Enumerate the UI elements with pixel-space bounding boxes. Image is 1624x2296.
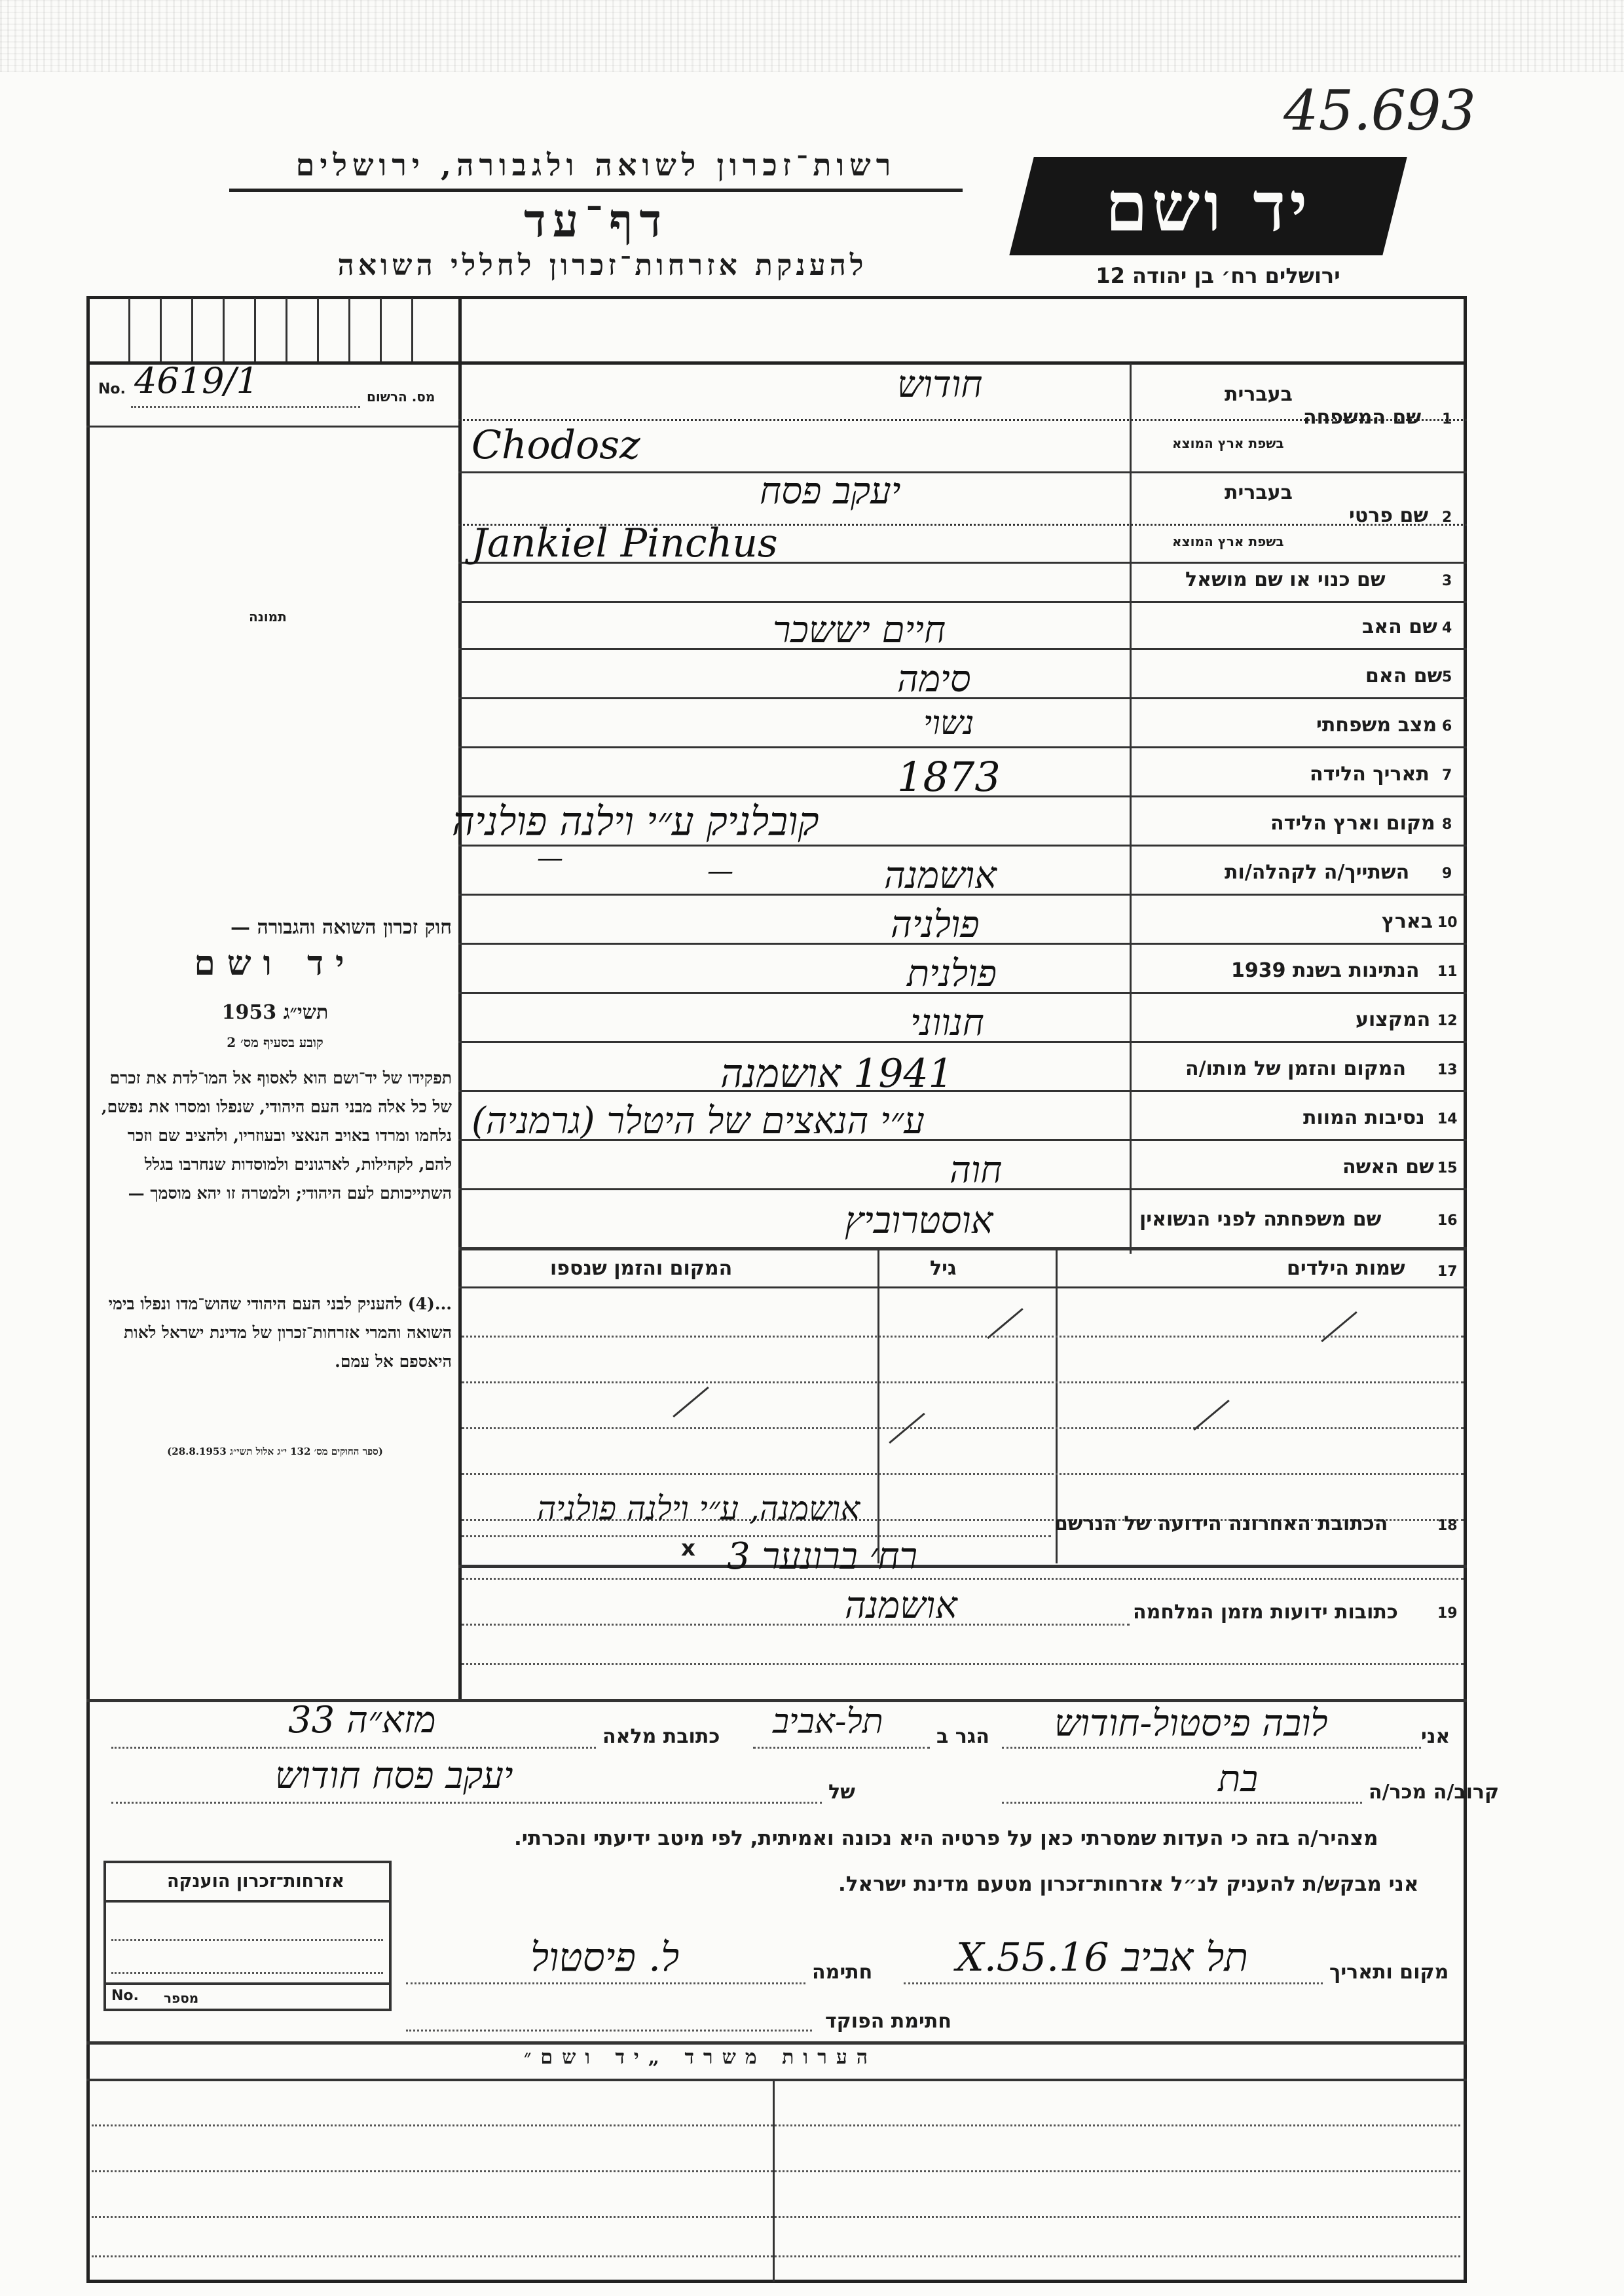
authority-underline xyxy=(229,189,963,192)
row-4-label: שם האב xyxy=(1362,615,1437,638)
cell-divider xyxy=(286,298,287,361)
row-6-number: 6 xyxy=(1442,718,1452,735)
row-11-label: הנתינות בשנת 1939 xyxy=(1231,959,1420,982)
registration-prefix: No. xyxy=(98,381,126,397)
wartime-address-line xyxy=(462,1663,1464,1665)
row-5-number: 5 xyxy=(1442,669,1452,685)
row-10-label: בארץ xyxy=(1382,910,1433,933)
first-name-hebrew: יעקב פסח xyxy=(760,470,901,513)
row-1-bottom xyxy=(458,471,1467,473)
cell-divider xyxy=(380,298,382,361)
declarant-name: לובה פיסטול-חודוש xyxy=(1054,1702,1328,1745)
cell-divider xyxy=(128,298,130,361)
row-1-sub-origin: בשפת ארץ המוצא xyxy=(1172,435,1284,451)
remarks-line xyxy=(92,2124,1460,2126)
stamp-line xyxy=(111,1939,383,1941)
row-1-sub-hebrew: בעברית xyxy=(1225,383,1293,406)
remarks-title: הערות משרד „יד ושם״ xyxy=(524,2046,877,2069)
death-place-time: 1941 אושמנה xyxy=(720,1051,953,1097)
row-2-label: שם פרטי xyxy=(1349,504,1429,527)
community: אושמנה xyxy=(884,854,997,897)
stamp-number-prefix: No. xyxy=(111,1988,139,2004)
remarks-line xyxy=(92,2255,1460,2257)
birth-date: 1873 xyxy=(897,753,1001,801)
cell-divider xyxy=(254,298,256,361)
row-6-bottom xyxy=(458,746,1467,748)
row-7-number: 7 xyxy=(1442,767,1452,784)
form-subtitle: להענקת אזרחות־זכרון לחללי השואה xyxy=(337,249,868,282)
children-header-line xyxy=(458,1286,1467,1288)
row-3-label: שם כנוי או שם מושאל xyxy=(1185,568,1386,591)
declarant-city: תל-אביב xyxy=(773,1702,883,1741)
stamp-number-line xyxy=(103,1982,392,1985)
declarant-address-label: כתובת מלאה xyxy=(602,1725,720,1748)
wife-maiden-name: אוסטרוביץ xyxy=(845,1199,993,1242)
authority-header: רשות־זכרון לשואה ולגבורה, ירושלים xyxy=(295,147,896,183)
citizenship-1939: פולנית xyxy=(907,953,997,995)
scan-noise xyxy=(0,0,1624,72)
relation-of-name: יעקב פסח חודוש xyxy=(275,1755,513,1797)
row-13-label: המקום והזמן של מותו/ה xyxy=(1185,1057,1407,1080)
wartime-address: אושמנה xyxy=(845,1584,957,1627)
declarant-ani: אני xyxy=(1421,1725,1450,1748)
declaration-line-1: מצהיר/ה בזה כי העדות שמסרתי כאן על פרטיה היא נכונה ואמיתית, לפי מיטב ידיעתי והכרתי. xyxy=(514,1827,1378,1850)
cell-divider xyxy=(317,298,319,361)
officer-signature-line xyxy=(406,2030,812,2032)
row-1-label: שם המשפחה xyxy=(1303,406,1422,429)
relation-line xyxy=(1002,1802,1362,1804)
surname-latin: Chodosz xyxy=(471,422,640,468)
logo-address: ירושלים רח׳ בן יהודה 12 xyxy=(1096,263,1340,288)
row-9-dash-2: — xyxy=(707,856,733,886)
row-16-label: שם משפחתה לפני הנשואין xyxy=(1139,1208,1382,1231)
signature-line xyxy=(406,1982,805,1984)
stamp-title: אזרחות־זכרון הוענקה xyxy=(167,1871,344,1891)
law-text-1: תפקידו של יד־ושם הוא לאסוף אל המו־לדת את זכרם של כל אלה מבני העם היהודי, שנפלו ומסרו את נפשם, נלחמו ומרדו באויב הנאצי ובעוזריו, ולהציב שם וזכר להם, לקהילות, לארגונים ולמוסדות שנחרבו בגלל השתייכותם לעם היהודי; ולמטרה זו יהא מוסמך — xyxy=(101,1068,452,1203)
remarks-divider xyxy=(773,2079,775,2282)
photo-label: תמונה xyxy=(249,609,287,625)
row-7-label: תאריך הלידה xyxy=(1310,763,1430,786)
registration-number: 4619/1 xyxy=(134,360,259,401)
row-3-number: 3 xyxy=(1442,573,1452,589)
declarant-address: מזא״ה 33 xyxy=(288,1699,436,1741)
children-col-divider xyxy=(877,1249,879,1563)
row-15-label: שם האשה xyxy=(1342,1156,1434,1178)
row-1-number: 1 xyxy=(1442,411,1452,428)
row-13-number: 13 xyxy=(1437,1062,1458,1078)
children-row-line xyxy=(462,1473,1464,1475)
law-source: (ספר החוקים מס׳ 132 י״ג אלול תשי״ג 28.8.1953) xyxy=(167,1446,383,1457)
row-19-label: כתובות ידועות מזמן המלחמה xyxy=(1133,1601,1398,1624)
row-9-label: השתייך/ה לקהלה/ות xyxy=(1225,861,1410,884)
birth-place: קובלניק ע״י וילנה פולניה xyxy=(452,799,819,845)
children-row-line xyxy=(462,1381,1464,1383)
stamp-title-line xyxy=(103,1900,392,1903)
mother-name: סימה xyxy=(897,658,971,701)
wartime-address-line xyxy=(462,1624,1130,1626)
cell-divider xyxy=(160,298,162,361)
declarant-name-line xyxy=(1002,1747,1421,1749)
row-2-sub-hebrew: בעברית xyxy=(1225,481,1293,504)
registration-line xyxy=(131,406,360,408)
marital-status: נשוי xyxy=(923,704,974,742)
row-14-number: 14 xyxy=(1437,1111,1458,1127)
row-8-label: מקום וארץ הלידה xyxy=(1270,812,1435,835)
remarks-line xyxy=(92,2216,1460,2218)
cell-divider xyxy=(191,298,193,361)
law-title: חוק זכרון השואה והגבורה — xyxy=(231,916,452,939)
remarks-title-line xyxy=(86,2079,1467,2081)
children-age-header: גיל xyxy=(930,1257,957,1280)
relation-value: בת xyxy=(1218,1758,1259,1800)
children-names-header: שמות הילדים xyxy=(1287,1257,1405,1280)
stamp-line xyxy=(111,1972,383,1974)
cell-divider xyxy=(411,298,413,361)
last-address-line-2: רח׳ ברונער 3 xyxy=(727,1535,918,1578)
wife-name: חוה xyxy=(950,1149,1003,1192)
row-4-number: 4 xyxy=(1442,620,1452,636)
cell-divider xyxy=(348,298,350,361)
death-circumstances: ע״י הנאצים של היטלר (גרמניה) xyxy=(471,1100,925,1142)
law-text-2: ...(4) להעניק לבני העם היהודי שהוש־מדו ונפלו בימי השואה והמרי אזרחות־זכרון של מדינת ישראל לאות היאספם אל עמם. xyxy=(108,1294,452,1371)
row-17-number: 17 xyxy=(1437,1264,1458,1280)
officer-signature-label: חתימת הפוקד xyxy=(825,2010,951,2033)
row-9-number: 9 xyxy=(1442,866,1452,882)
country: פולניה xyxy=(891,903,980,946)
law-year: תשי״ג 1953 xyxy=(221,1001,329,1024)
row-11-number: 11 xyxy=(1437,964,1458,980)
row-9-dash: — xyxy=(537,843,563,873)
declaration-line-2: אני מבקש/ת להעניק לנ״ל אזרחות־זכרון מטעם מדינת ישראל. xyxy=(838,1872,1419,1896)
first-name-latin: Jankiel Pinchus xyxy=(471,520,778,566)
place-date-line xyxy=(904,1982,1323,1984)
insertion-mark: x xyxy=(681,1535,695,1561)
relation-of-line xyxy=(111,1802,822,1804)
row-15-number: 15 xyxy=(1437,1160,1458,1176)
row-18-label: הכתובת האחרונה הידועה של הנרשם xyxy=(1054,1512,1388,1535)
row-12-number: 12 xyxy=(1437,1013,1458,1029)
row-16-bottom xyxy=(458,1247,1467,1250)
surname-hebrew: חודוש xyxy=(897,363,983,406)
declarant-resides-label: הגר ב xyxy=(936,1725,989,1748)
row-4-bottom xyxy=(458,648,1467,650)
signature-label: חתימה xyxy=(812,1961,873,1984)
declarant-address-line xyxy=(111,1747,596,1749)
row-19-number: 19 xyxy=(1437,1605,1458,1622)
top-strip-line xyxy=(86,361,1467,365)
remarks-top xyxy=(86,2041,1467,2045)
row-10-number: 10 xyxy=(1437,915,1458,931)
last-address-line xyxy=(462,1578,1464,1580)
place-date-label: מקום ותאריך xyxy=(1329,1961,1449,1984)
row-5-label: שם האם xyxy=(1365,665,1443,687)
row-13-bottom xyxy=(458,1090,1467,1092)
row-14-label: נסיבות המוות xyxy=(1303,1106,1425,1129)
registration-underline xyxy=(86,426,458,428)
father-name: חיים יששכר xyxy=(773,609,946,651)
stamp-number-label: מספר xyxy=(164,1990,199,2006)
row-3-bottom xyxy=(458,601,1467,603)
law-clause: קובע בסעיף מס׳ 2 xyxy=(227,1034,323,1050)
row-12-label: המקצוע xyxy=(1356,1008,1431,1031)
profession: חנווני xyxy=(910,1002,984,1044)
cell-divider xyxy=(223,298,225,361)
relation-of-label: של xyxy=(828,1781,855,1804)
children-bottom xyxy=(458,1565,1467,1568)
yad-vashem-logo xyxy=(1009,157,1407,255)
children-row-line xyxy=(462,1427,1464,1429)
remarks-line xyxy=(92,2170,1460,2172)
left-column-divider xyxy=(458,298,462,1699)
row-2-number: 2 xyxy=(1442,509,1452,526)
law-name: יד ושם xyxy=(194,943,356,983)
logo-text: יד ושם xyxy=(1105,166,1312,247)
serial-number: 45.693 xyxy=(1283,79,1476,143)
last-address-line-1: אושמנה, ע״י וילנה פולניה xyxy=(537,1489,860,1527)
registration-label: מס. הרשום xyxy=(367,389,435,405)
declarant-signature: ל. פיסטול xyxy=(530,1935,680,1980)
row-2-sub-origin: בשפת ארץ המוצא xyxy=(1172,534,1284,549)
form-title: דף־עד xyxy=(523,193,668,247)
row-8-bottom xyxy=(458,845,1467,847)
row-16-number: 16 xyxy=(1437,1212,1458,1229)
relation-label: קרוב/ה מכר/ה xyxy=(1369,1781,1500,1804)
row-18-number: 18 xyxy=(1437,1518,1458,1534)
children-row-line xyxy=(462,1336,1464,1338)
row-6-label: מצב משפחתי xyxy=(1316,714,1437,737)
children-death-header: המקום והזמן שנספו xyxy=(550,1257,733,1280)
place-date-value: תל אביב 16.X.55 xyxy=(956,1935,1248,1980)
declarant-city-line xyxy=(753,1747,930,1749)
label-column-divider xyxy=(1130,363,1132,1254)
row-8-number: 8 xyxy=(1442,816,1452,833)
